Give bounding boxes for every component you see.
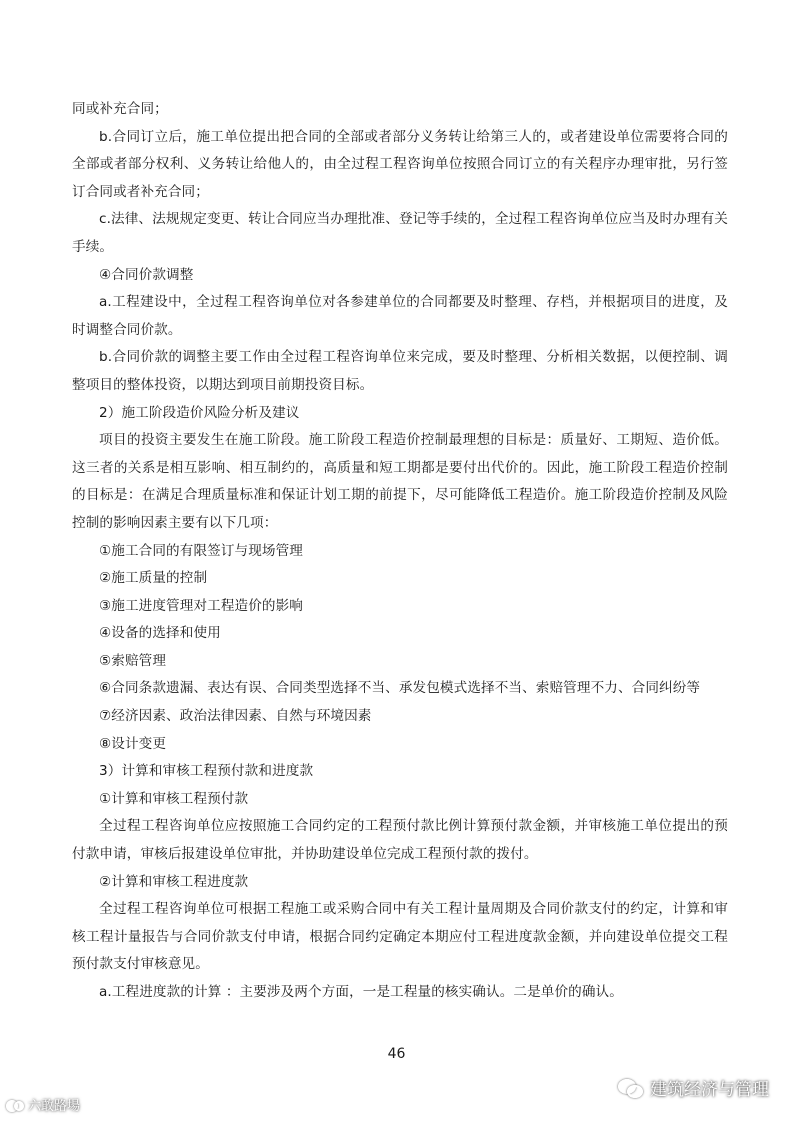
list-item: ③施工进度管理对工程造价的影响: [99, 597, 303, 614]
paragraph: a.工程进度款的计算 ：主要涉及两个方面，一是工程量的核实确认。二是单价的确认。: [99, 984, 623, 1000]
list-item: ⑤索赔管理: [99, 652, 167, 669]
paragraph: 同或补充合同；: [72, 101, 168, 117]
subsection-heading: ①计算和审核工程预付款: [99, 790, 249, 807]
logo-icon: [6, 1098, 24, 1112]
list-item: ①施工合同的有限签订与现场管理: [99, 542, 303, 559]
wechat-icon: [618, 1079, 642, 1097]
list-item: ②施工质量的控制: [99, 570, 208, 587]
paragraph: 全过程工程咨询单位应按照施工合同约定的工程预付款比例计算预付款金额，并审核施工单位提出的预付款申请，审核后报建设单位审批，并协助建设单位完成工程预付款的拨付。: [72, 818, 728, 863]
list-item: ⑦经济因素、政治法律因素、自然与环境因素: [99, 708, 372, 725]
page-number: 46: [387, 1046, 406, 1062]
corner-watermark: [6, 1095, 80, 1114]
paragraph: b.合同价款的调整主要工作由全过程工程咨询单位来完成，要及时整理、分析相关数据，以便控制、调整项目的整体投资，以期达到项目前期投资目标。: [72, 349, 728, 393]
paragraph: b.合同订立后，施工单位提出把合同的全部或者部分义务转让给第三人的，或者建设单位需要将合同的全部或者部分权利、义务转让给他人的，由全过程工程咨询单位按照合同订立的有关程序办理审批，另行签订合同或者补充合同；: [72, 128, 728, 200]
paragraph: 项目的投资主要发生在施工阶段。施工阶段工程造价控制最理想的目标是：质量好、工期短、造价低。这三者的关系是相互影响、相互制约的，高质量和短工期都是要付出代价的。因此，施工阶段工程造价控制的目标是：在满足合理质量标准和保证计划工期的前提下，尽可能降低工程造价。施工阶段造价控制及风险控制的影响因素主要有以下几项：: [72, 432, 728, 531]
paragraph: a.工程建设中，全过程工程咨询单位对各参建单位的合同都要及时整理、存档，并根据项目的进度，及时调整合同价款。: [72, 294, 728, 338]
watermark-text: 建筑经济与管理: [650, 1080, 769, 1100]
paragraph: c.法律、法规规定变更、转让合同应当办理批准、登记等手续的，全过程工程咨询单位应当及时办理有关手续。: [72, 211, 728, 255]
document-body: [72, 96, 728, 1007]
section-heading: 2）施工阶段造价风险分析及建议: [99, 404, 300, 421]
list-item: ⑥合同条款遗漏、表达有误、合同类型选择不当、承发包模式选择不当、索赔管理不力、合同纠纷等: [99, 680, 701, 697]
list-item: ⑧设计变更: [99, 735, 167, 752]
subsection-heading: ②计算和审核工程进度款: [99, 873, 249, 890]
wechat-watermark: [618, 1075, 769, 1100]
corner-watermark-text: 六敢路場: [28, 1099, 81, 1114]
section-heading: ④合同价款调整: [99, 266, 194, 283]
paragraph: 全过程工程咨询单位可根据工程施工或采购合同中有关工程计量周期及合同价款支付的约定，计算和审核工程计量报告与合同价款支付申请，根据合同约定确定本期应付工程进度款金额，并向建设单位提交工程预付款支付审核意见。: [72, 901, 728, 973]
section-heading: 3）计算和审核工程预付款和进度款: [99, 763, 314, 780]
list-item: ④设备的选择和使用: [99, 625, 221, 642]
